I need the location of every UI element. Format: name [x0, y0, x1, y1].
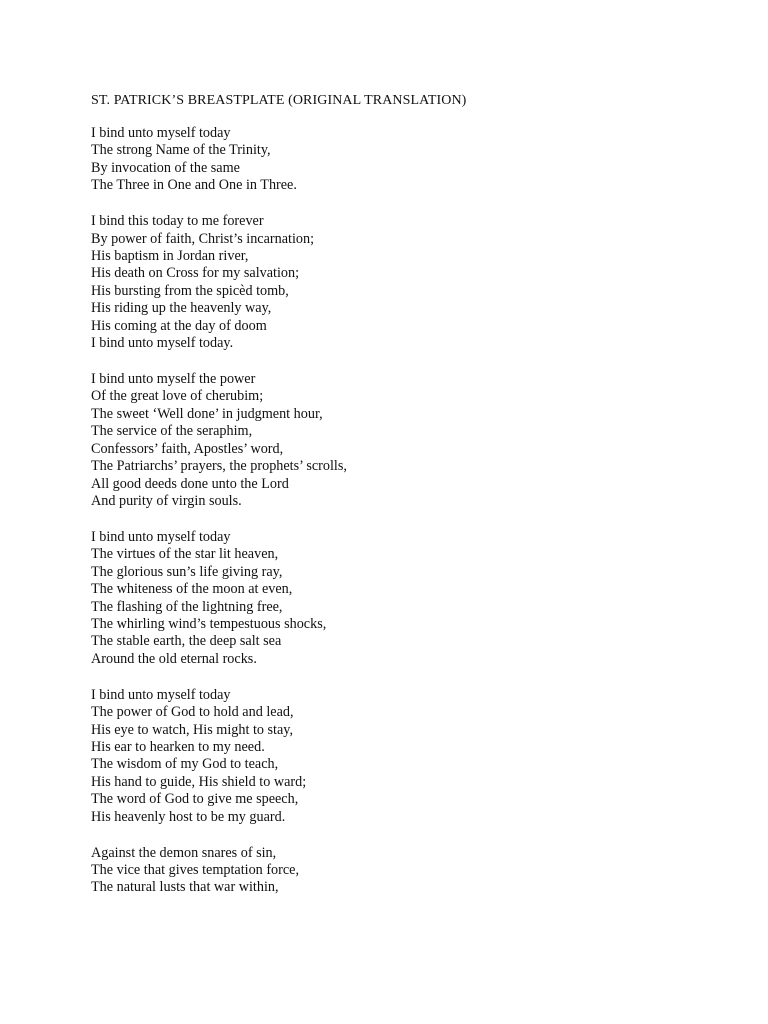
poem-line: I bind unto myself today	[91, 125, 231, 141]
poem-line: His ear to hearken to my need.	[91, 738, 265, 755]
poem-line: His eye to watch, His might to stay,	[91, 721, 294, 738]
poem-line: The word of God to give me speech,	[91, 791, 299, 808]
poem-line: The strong Name of the Trinity,	[91, 142, 271, 159]
stanza	[91, 213, 768, 352]
poem-line: I bind this today to me forever	[91, 213, 264, 230]
poem-line: The stable earth, the deep salt sea	[91, 633, 282, 650]
poem-line: The glorious sun’s life giving ray,	[91, 563, 283, 580]
poem-line: The Three in One and One in Three.	[91, 177, 297, 194]
poem-line: The virtues of the star lit heaven,	[91, 546, 279, 563]
poem-line: The service of the seraphim,	[91, 423, 253, 440]
poem-line: The power of God to hold and lead,	[91, 704, 294, 721]
poem-body	[91, 125, 768, 897]
poem-line: Of the great love of cherubim;	[91, 388, 264, 405]
poem-line: His hand to guide, His shield to ward;	[91, 773, 307, 790]
poem-line: I bind unto myself today	[91, 686, 231, 703]
poem-line: The whiteness of the moon at even,	[91, 581, 293, 598]
stanza	[91, 529, 768, 668]
poem-line: I bind unto myself today	[91, 528, 231, 545]
document-title: ST. PATRICK’S BREASTPLATE (ORIGINAL TRANSLATION)	[91, 93, 467, 108]
poem-line: I bind unto myself today.	[91, 335, 234, 352]
poem-line: His heavenly host to be my guard.	[91, 808, 286, 825]
poem-line: The sweet ‘Well done’ in judgment hour,	[91, 405, 323, 422]
stanza	[91, 687, 768, 826]
poem-line: The natural lusts that war within,	[91, 879, 279, 896]
poem-line: His death on Cross for my salvation;	[91, 265, 300, 282]
poem-line: And purity of virgin souls.	[91, 492, 242, 509]
poem-line: All good deeds done unto the Lord	[91, 475, 289, 492]
poem-line: By invocation of the same	[91, 159, 240, 176]
poem-line: By power of faith, Christ’s incarnation;	[91, 230, 315, 247]
poem-line: His coming at the day of doom	[91, 317, 267, 334]
poem-line: Confessors’ faith, Apostles’ word,	[91, 440, 284, 457]
poem-line: His baptism in Jordan river,	[91, 248, 249, 265]
poem-line: His bursting from the spicèd tomb,	[91, 282, 289, 299]
poem-line: His riding up the heavenly way,	[91, 300, 272, 317]
poem-line: Around the old eternal rocks.	[91, 650, 257, 667]
poem-line: The vice that gives temptation force,	[91, 862, 300, 878]
stanza	[91, 371, 768, 510]
poem-line: Against the demon snares of sin,	[91, 844, 277, 861]
poem-line: I bind unto myself the power	[91, 371, 256, 388]
stanza	[91, 125, 768, 195]
poem-line: The Patriarchs’ prayers, the prophets’ scrolls,	[91, 458, 347, 475]
stanza	[91, 845, 768, 897]
poem-line: The flashing of the lightning free,	[91, 598, 283, 615]
poem-line: The wisdom of my God to teach,	[91, 756, 279, 773]
poem-line: The whirling wind’s tempestuous shocks,	[91, 615, 327, 632]
